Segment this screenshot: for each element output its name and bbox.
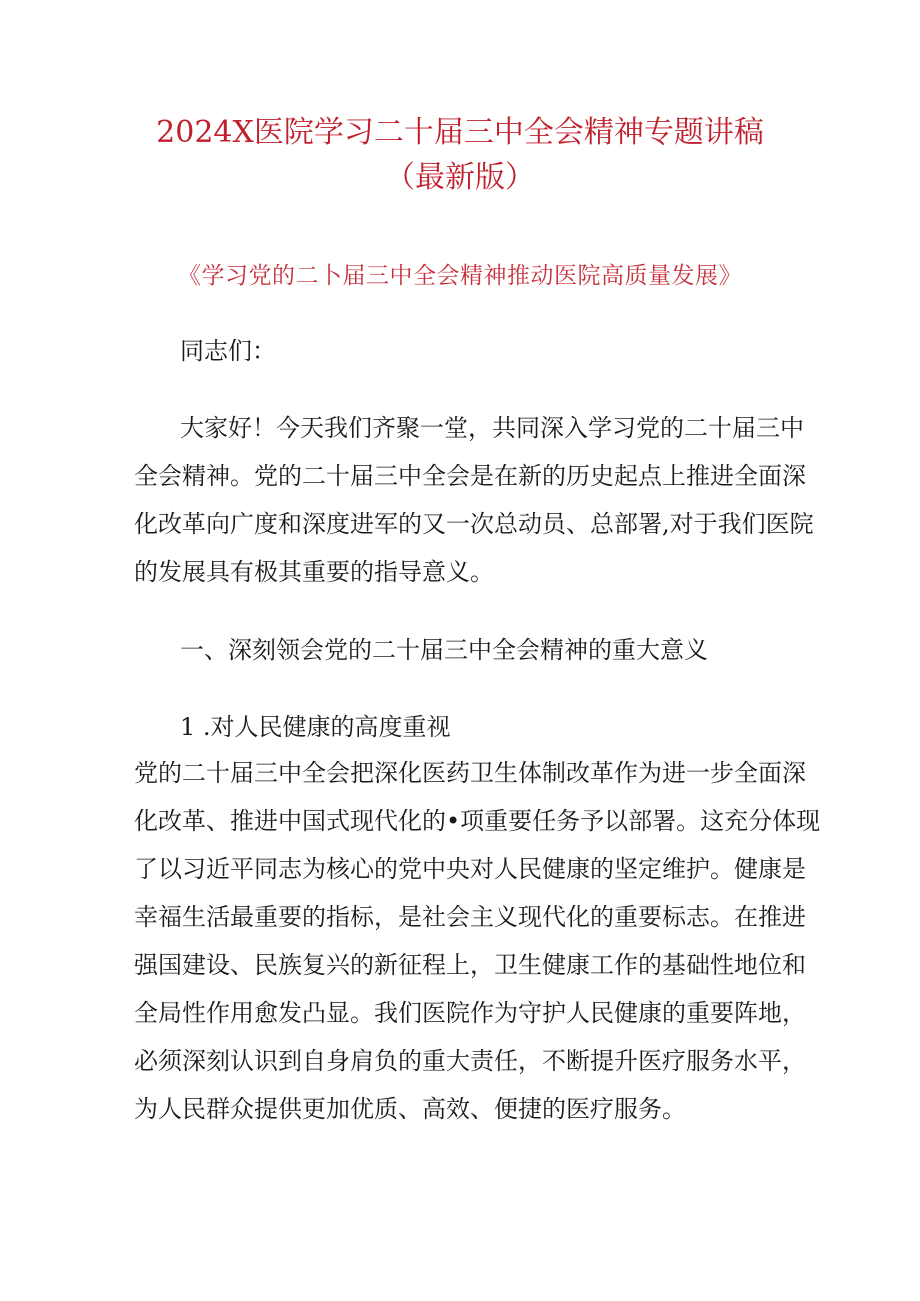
body-line: 为人民群众提供更加优质、高效、便捷的医疗服务。 <box>134 1095 686 1123</box>
body-line: 全局性作用愈发凸显。我们医院作为守护人民健康的重要阵地， <box>134 999 806 1027</box>
subsection-heading: 1 .对人民健康的高度重视 <box>180 713 451 741</box>
body-line: 幸福生活最重要的指标，是社会主义现代化的重要标志。在推进 <box>134 903 806 931</box>
salutation: 同志们： <box>180 337 276 365</box>
document-subtitle: 《学习党的二卜届三中全会精神推动医院高质量发展》 <box>178 263 742 289</box>
body-line: 党的二十届三中全会把深化医药卫生体制改革作为进一步全面深 <box>134 759 806 787</box>
body-line: 了以习近平同志为核心的党中央对人民健康的坚定维护。健康是 <box>134 855 806 883</box>
intro-line: 化改革向广度和深度进军的又一次总动员、总部署,对于我们医院 <box>134 510 814 538</box>
intro-line: 大家好！今天我们齐聚一堂，共同深入学习党的二十届三中 <box>180 414 804 442</box>
body-line: 强国建设、民族复兴的新征程上，卫生健康工作的基础性地位和 <box>134 951 806 979</box>
intro-line: 的发展具有极其重要的指导意义。 <box>134 558 494 586</box>
document-title-edition: （最新版） <box>385 160 535 195</box>
body-line: 必须深刻认识到自身肩负的重大责任，不断提升医疗服务水平， <box>134 1047 806 1075</box>
body-line: 化改革、推进中国式现代化的•项重要任务予以部署。这充分体现 <box>134 807 821 835</box>
section-heading: 一、深刻领会党的二十届三中全会精神的重大意义 <box>180 636 708 664</box>
intro-paragraph <box>134 404 814 596</box>
body-paragraph <box>134 749 820 1133</box>
document-title: 2024X医院学习二十届三中全会精神专题讲稿 <box>156 115 764 150</box>
intro-line: 全会精神。党的二十届三中全会是在新的历史起点上推进全面深 <box>134 462 806 490</box>
